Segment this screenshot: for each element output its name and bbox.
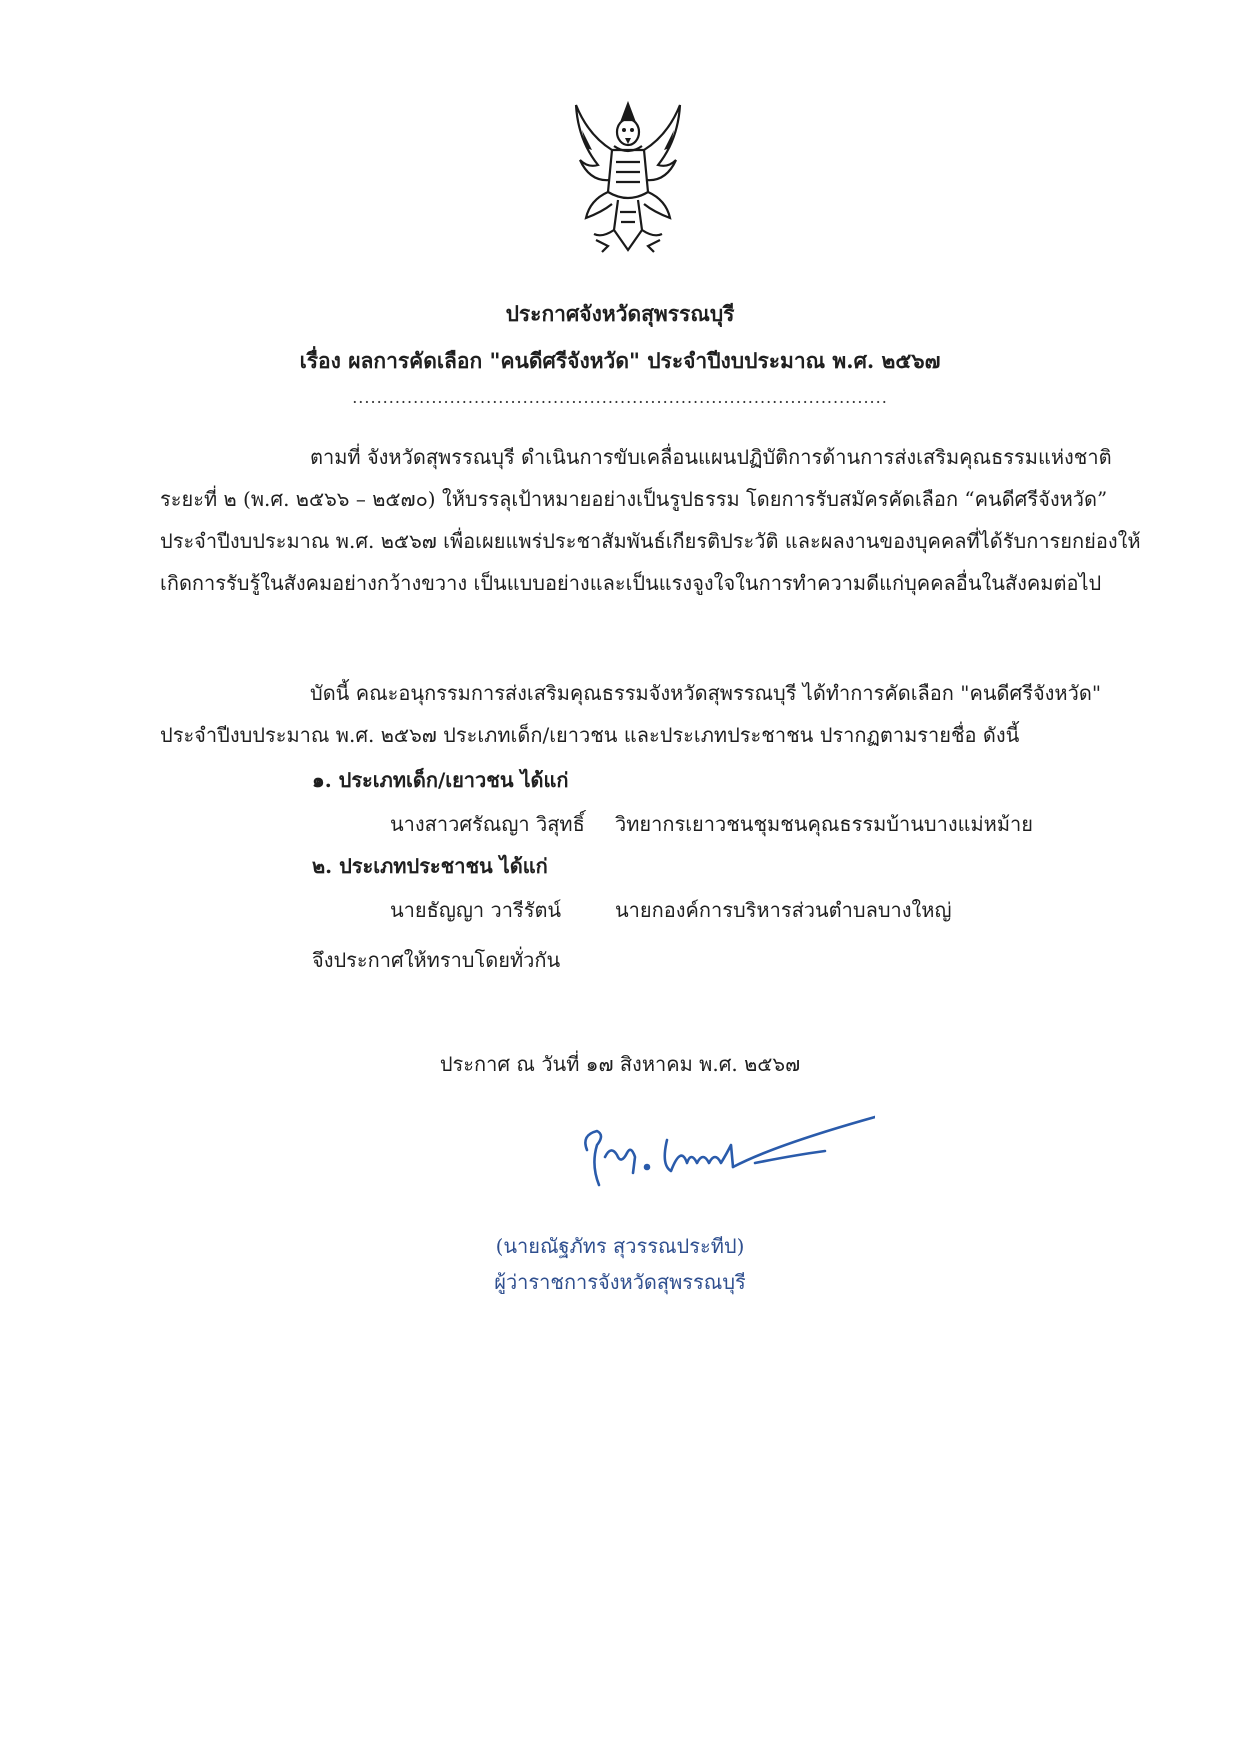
awardee-name: นายธัญญา วารีรัตน์ xyxy=(390,898,562,922)
body-paragraph-1: ตามที่ จังหวัดสุพรรณบุรี ดำเนินการขับเคลื่อนแผนปฏิบัติการด้านการส่งเสริมคุณธรรมแห่งชาติ ระยะที่ ๒ (พ.ศ. ๒๕๖๖ – ๒๕๗๐) ให้บรรลุเป้าหมายอย่างเป็นรูปธรรม โดยการรับสมัครคัดเลือก “คนดีศรีจังหวัด” ประจำปีงบประมาณ พ.ศ. ๒๕๖๗ เพื่อเผยแพร่ประชาสัมพันธ์เกียรติประวัติ และผลงานของบุคคลที่ได้รับการยกย่องให้เกิดการรับรู้ในสังคมอย่างกว้างขวาง เป็นแบบอย่างและเป็นแรงจูงใจในการทำความดีแก่บุคคลอื่นในสังคมต่อไป xyxy=(160,445,1141,595)
signer-title: ผู้ว่าราชการจังหวัดสุพรรณบุรี xyxy=(494,1270,746,1294)
announcement-date: ประกาศ ณ วันที่ ๑๗ สิงหาคม พ.ศ. ๒๕๖๗ xyxy=(439,1052,801,1076)
awardee-position: นายกองค์การบริหารส่วนตำบลบางใหญ่ xyxy=(615,898,952,922)
body-paragraph-2: บัดนี้ คณะอนุกรรมการส่งเสริมคุณธรรมจังหวัดสุพรรณบุรี ได้ทำการคัดเลือก "คนดีศรีจังหวัด" ประจำปีงบประมาณ พ.ศ. ๒๕๖๗ ประเภทเด็ก/เยาวชน และประเภทประชาชน ปรากฏตามรายชื่อ ดังนี้ xyxy=(160,681,1102,747)
title-divider: ........................................................................................ xyxy=(352,388,888,407)
awardee-row-citizen xyxy=(390,894,952,926)
awardee-position: วิทยากรเยาวชนชุมชนคุณธรรมบ้านบางแม่หม้าย xyxy=(615,812,1033,836)
awardee-row-youth xyxy=(390,808,1033,840)
category-heading-youth: ๑. ประเภทเด็ก/เยาวชน ได้แก่ xyxy=(312,768,569,792)
handwritten-signature xyxy=(575,1105,875,1200)
awardee-name: นางสาวศรัณญา วิสุทธิ์ xyxy=(390,812,585,836)
announcement-subject: เรื่อง ผลการคัดเลือก "คนดีศรีจังหวัด" ประจำปีงบประมาณ พ.ศ. ๒๕๖๗ xyxy=(299,348,941,373)
garuda-emblem-icon xyxy=(568,100,688,260)
category-heading-citizen: ๒. ประเภทประชาชน ได้แก่ xyxy=(312,854,548,878)
closing-statement: จึงประกาศให้ทราบโดยทั่วกัน xyxy=(312,948,561,972)
signer-name: (นายณัฐภัทร สุวรรณประทีป) xyxy=(495,1234,745,1258)
announcement-title: ประกาศจังหวัดสุพรรณบุรี xyxy=(505,301,735,326)
